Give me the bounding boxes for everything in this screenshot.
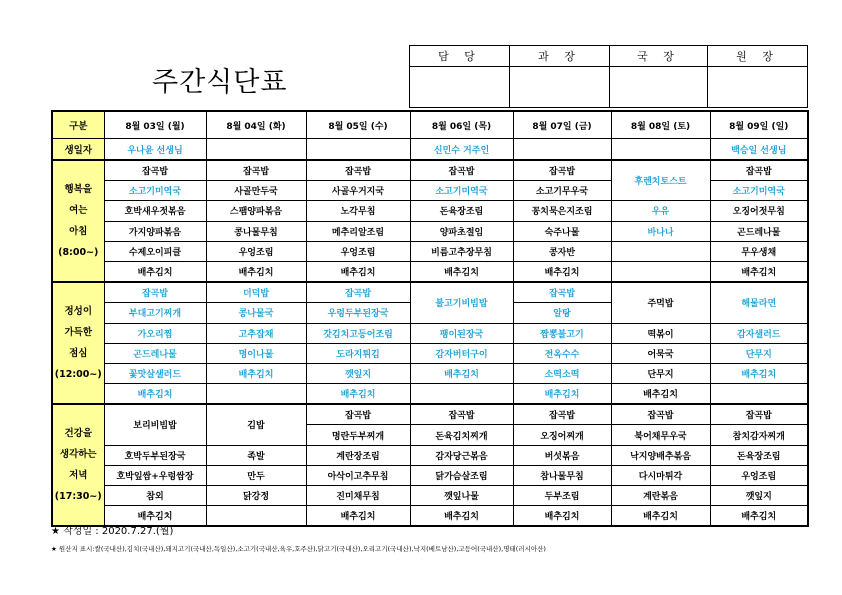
approval-sign-box	[410, 67, 510, 108]
menu-item: 잡곡밥	[513, 282, 611, 303]
section-label-line: 건강을	[64, 428, 93, 440]
menu-item: 곤드레나물	[104, 343, 206, 363]
menu-item: 콩자반	[513, 241, 611, 261]
menu-item: 참치감자찌개	[710, 425, 808, 445]
menu-item: 곤드레나물	[710, 221, 808, 241]
menu-item: 김밥	[206, 404, 306, 445]
menu-item: 노각무침	[306, 201, 410, 221]
origin-notice: ★ 원산지 표시:쌀(국내산),김치(국내산),돼지고기(국내산,독일산),소고기(국내산,육우,호주산),닭고기(국내산),오리고기(국내산),낙지(베트남산),고등어(국내산),명태(러시아산)	[51, 545, 546, 553]
menu-item: 잡곡밥	[710, 160, 808, 181]
section-label-line: 점심	[69, 348, 88, 360]
menu-item: 깻잎나물	[410, 486, 513, 506]
menu-item	[206, 384, 306, 405]
menu-item: 버섯볶음	[513, 445, 611, 465]
breakfast-row	[52, 160, 808, 181]
menu-item: 해물라면	[710, 282, 808, 323]
menu-item: 보리비빔밥	[104, 404, 206, 445]
birthday-cell	[306, 139, 410, 161]
birthday-cell: 백승일 선생님	[710, 139, 808, 161]
lunch-row	[52, 384, 808, 405]
approval-label-section-chief: 과 장	[510, 46, 610, 67]
menu-item: 만두	[206, 465, 306, 485]
section-label-line: 저녁	[69, 470, 88, 482]
menu-item	[611, 241, 710, 261]
menu-item: 배추김치	[410, 506, 513, 527]
menu-item: 소고기미역국	[104, 181, 206, 201]
menu-item: 우렁두부된장국	[306, 303, 410, 323]
menu-item: 참나물무침	[513, 465, 611, 485]
menu-item: 가지양파볶음	[104, 221, 206, 241]
menu-item: 알탕	[513, 303, 611, 323]
menu-item: 참외	[104, 486, 206, 506]
menu-item: 우유	[611, 201, 710, 221]
menu-item: 배추김치	[710, 261, 808, 282]
breakfast-row	[52, 241, 808, 261]
dinner-row	[52, 445, 808, 465]
lunch-row	[52, 323, 808, 343]
day-header: 8월 03일 (월)	[104, 111, 206, 139]
birthday-cell	[513, 139, 611, 161]
approval-table	[409, 45, 808, 108]
menu-item: 주먹밥	[611, 282, 710, 323]
menu-item: 배추김치	[306, 261, 410, 282]
birthday-cell	[611, 139, 710, 161]
dinner-row	[52, 404, 808, 425]
breakfast-row	[52, 221, 808, 241]
birthday-row	[52, 139, 808, 161]
menu-item	[206, 506, 306, 527]
menu-item: 배추김치	[710, 506, 808, 527]
section-label-line: (12:00~)	[54, 369, 102, 381]
day-header: 8월 08일 (토)	[611, 111, 710, 139]
menu-item: 계란장조림	[306, 445, 410, 465]
menu-item: 단무지	[611, 363, 710, 383]
breakfast-row	[52, 261, 808, 282]
menu-item: 명이나물	[206, 343, 306, 363]
written-date: ★ 작성일 : 2020.7.27.(월)	[51, 526, 174, 537]
menu-item: 사골우거지국	[306, 181, 410, 201]
section-label-line: (17:30~)	[54, 491, 102, 503]
menu-item: 배추김치	[206, 261, 306, 282]
menu-item: 우엉조림	[710, 465, 808, 485]
menu-item: 호박두부된장국	[104, 445, 206, 465]
menu-item: 배추김치	[306, 506, 410, 527]
menu-item: 바나나	[611, 221, 710, 241]
menu-item: 돈육장조림	[710, 445, 808, 465]
menu-item: 우엉조림	[306, 241, 410, 261]
menu-item: 족발	[206, 445, 306, 465]
menu-item: 배추김치	[513, 506, 611, 527]
menu-item: 갓김치고등어조림	[306, 323, 410, 343]
menu-item: 잡곡밥	[410, 160, 513, 181]
menu-item: 후렌치토스트	[611, 160, 710, 201]
menu-item: 잡곡밥	[710, 404, 808, 425]
day-header: 8월 06일 (목)	[410, 111, 513, 139]
lunch-row	[52, 343, 808, 363]
menu-item: 전옥수수	[513, 343, 611, 363]
menu-item: 계란볶음	[611, 486, 710, 506]
section-label-line: (8:00~)	[58, 247, 99, 259]
menu-item: 잡곡밥	[306, 282, 410, 303]
breakfast-label	[52, 160, 104, 282]
menu-item: 배추김치	[513, 261, 611, 282]
menu-item: 콩나물무침	[206, 221, 306, 241]
day-header: 8월 04일 (화)	[206, 111, 306, 139]
menu-item: 두부조림	[513, 486, 611, 506]
lunch-row	[52, 363, 808, 383]
menu-item: 호박잎쌈+우렁쌈장	[104, 465, 206, 485]
menu-item: 돈육장조림	[410, 201, 513, 221]
menu-item: 잡곡밥	[104, 282, 206, 303]
menu-item: 소떡소떡	[513, 363, 611, 383]
menu-item: 닭가슴살조림	[410, 465, 513, 485]
menu-item: 잡곡밥	[206, 160, 306, 181]
menu-item	[410, 384, 513, 405]
section-label-line: 행복을	[64, 184, 93, 196]
menu-item: 다시마튀각	[611, 465, 710, 485]
approval-label-manager: 담 당	[410, 46, 510, 67]
menu-item: 고추잡채	[206, 323, 306, 343]
menu-item: 돈육김치찌개	[410, 425, 513, 445]
menu-item: 배추김치	[306, 384, 410, 405]
menu-item: 소고기미역국	[710, 181, 808, 201]
section-label-line: 아침	[69, 226, 88, 238]
menu-item: 잡곡밥	[104, 160, 206, 181]
menu-item: 잡곡밥	[513, 404, 611, 425]
dinner-row	[52, 465, 808, 485]
menu-item: 수제오이피클	[104, 241, 206, 261]
menu-item: 무우생채	[710, 241, 808, 261]
menu-item: 콩나물국	[206, 303, 306, 323]
menu-item: 배추김치	[104, 506, 206, 527]
menu-item: 도라지튀김	[306, 343, 410, 363]
section-label-line: 정성이	[64, 306, 93, 318]
breakfast-row	[52, 201, 808, 221]
menu-item	[710, 384, 808, 405]
approval-sign-box	[610, 67, 708, 108]
menu-item: 배추김치	[611, 506, 710, 527]
approval-sign-box	[708, 67, 808, 108]
menu-item: 감자당근볶음	[410, 445, 513, 465]
menu-item: 낙지양배추볶음	[611, 445, 710, 465]
menu-item: 우엉조림	[206, 241, 306, 261]
header-label: 구분	[52, 111, 104, 139]
menu-item: 배추김치	[710, 363, 808, 383]
menu-item: 깻잎지	[306, 363, 410, 383]
menu-item: 소고기미역국	[410, 181, 513, 201]
menu-item: 북어채무우국	[611, 425, 710, 445]
birthday-label: 생일자	[52, 139, 104, 161]
menu-item: 부대고기찌개	[104, 303, 206, 323]
dinner-label	[52, 404, 104, 526]
menu-item: 단무지	[710, 343, 808, 363]
menu-item: 배추김치	[104, 384, 206, 405]
menu-item: 꽃맛살샐러드	[104, 363, 206, 383]
menu-item: 오징어찌개	[513, 425, 611, 445]
menu-item: 호박새우젓볶음	[104, 201, 206, 221]
approval-label-director: 국 장	[610, 46, 708, 67]
menu-item: 진미채무침	[306, 486, 410, 506]
menu-item: 양파초절임	[410, 221, 513, 241]
menu-item: 배추김치	[410, 261, 513, 282]
menu-item: 배추김치	[513, 384, 611, 405]
menu-item: 어묵국	[611, 343, 710, 363]
birthday-cell: 신민수 거주인	[410, 139, 513, 161]
menu-item: 잡곡밥	[306, 160, 410, 181]
day-header: 8월 09일 (일)	[710, 111, 808, 139]
lunch-row	[52, 282, 808, 303]
birthday-cell: 우나윤 선생님	[104, 139, 206, 161]
menu-item: 가오리찜	[104, 323, 206, 343]
menu-item: 사골만두국	[206, 181, 306, 201]
menu-item: 배추김치	[410, 363, 513, 383]
menu-item: 더덕밥	[206, 282, 306, 303]
menu-item: 짬뽕불고기	[513, 323, 611, 343]
approval-sign-box	[510, 67, 610, 108]
menu-item: 스팸양파볶음	[206, 201, 306, 221]
menu-item: 꽁치묵은지조림	[513, 201, 611, 221]
page-title: 주간식단표	[152, 67, 288, 98]
menu-item: 비름고추장무침	[410, 241, 513, 261]
birthday-cell	[206, 139, 306, 161]
menu-item: 깻잎지	[710, 486, 808, 506]
menu-item: 팽이된장국	[410, 323, 513, 343]
lunch-label	[52, 282, 104, 404]
menu-item: 메추리알조림	[306, 221, 410, 241]
menu-item: 명란두부찌개	[306, 425, 410, 445]
dinner-row	[52, 486, 808, 506]
section-label-line: 생각하는	[59, 449, 97, 461]
menu-item: 닭강정	[206, 486, 306, 506]
weekly-menu-table	[51, 110, 809, 527]
menu-item: 잡곡밥	[306, 404, 410, 425]
menu-item: 잡곡밥	[513, 160, 611, 181]
menu-item: 잡곡밥	[611, 404, 710, 425]
menu-item: 배추김치	[104, 261, 206, 282]
menu-item: 감자버터구이	[410, 343, 513, 363]
menu-item: 숙주나물	[513, 221, 611, 241]
menu-item: 오징어젓무침	[710, 201, 808, 221]
menu-item	[611, 261, 710, 282]
menu-item: 감자샐러드	[710, 323, 808, 343]
menu-item: 배추김치	[206, 363, 306, 383]
menu-item: 배추김치	[611, 384, 710, 405]
menu-item: 불고기비빔밥	[410, 282, 513, 323]
menu-item: 떡볶이	[611, 323, 710, 343]
menu-item: 잡곡밥	[410, 404, 513, 425]
approval-label-head: 원 장	[708, 46, 808, 67]
menu-item: 아삭이고추무침	[306, 465, 410, 485]
section-label-line: 가득한	[64, 327, 93, 339]
day-header: 8월 05일 (수)	[306, 111, 410, 139]
menu-item: 소고기무우국	[513, 181, 611, 201]
header-row	[52, 111, 808, 139]
day-header: 8월 07일 (금)	[513, 111, 611, 139]
section-label-line: 여는	[69, 205, 88, 217]
